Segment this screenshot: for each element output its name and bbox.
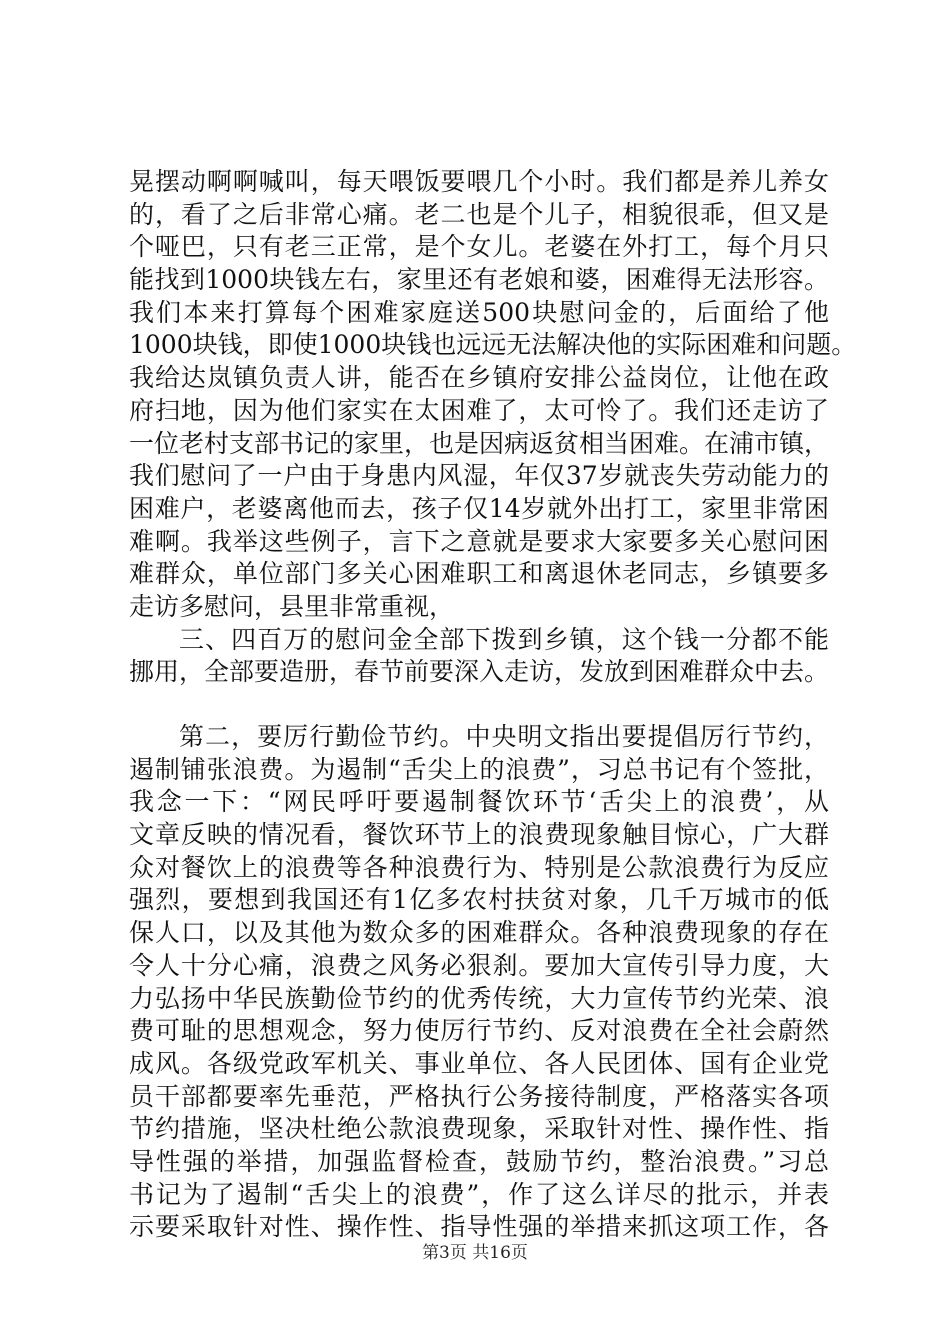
text-line: 费可耻的思想观念，努力使厉行节约、反对浪费在全社会蔚然	[129, 1016, 829, 1046]
text-line: 令人十分心痛，浪费之风务必狠刹。要加大宣传引导力度，大	[129, 950, 829, 980]
text-line: 遏制铺张浪费。为遏制“舌尖上的浪费”，习总书记有个签批，	[129, 754, 829, 784]
text-line: 强烈，要想到我国还有1亿多农村扶贫对象，几千万城市的低	[129, 885, 829, 915]
text-line: 我们慰问了一户由于身患内风湿，年仅37岁就丧失劳动能力的	[129, 461, 829, 491]
text-line: 一位老村支部书记的家里，也是因病返贫相当困难。在浦市镇，	[129, 428, 830, 458]
text-line: 1000块钱，即使1000块钱也远远无法解决他的实际困难和问题。	[129, 330, 857, 360]
text-line: 导性强的举措，加强监督检查，鼓励节约，整治浪费。”习总	[129, 1146, 829, 1176]
text-line: 难群众，单位部门多关心困难职工和离退休老同志，乡镇要多	[129, 559, 829, 589]
text-line: 我们本来打算每个困难家庭送500块慰问金的，后面给了他	[129, 297, 829, 327]
body-text	[129, 166, 857, 1244]
text-line: 个哑巴，只有老三正常，是个女儿。老婆在外打工，每个月只	[129, 232, 829, 262]
text-line: 三、四百万的慰问金全部下拨到乡镇，这个钱一分都不能	[179, 624, 829, 654]
paragraph-2	[129, 624, 829, 689]
text-line: 员干部都要率先垂范，严格执行公务接待制度，严格落实各项	[129, 1081, 829, 1111]
paragraph-3	[129, 721, 829, 1244]
text-line: 书记为了遏制“舌尖上的浪费”，作了这么详尽的批示，并表	[129, 1179, 829, 1209]
text-line: 府扫地，因为他们家实在太困难了，太可怜了。我们还走访了	[129, 395, 829, 425]
paragraph-spacer	[129, 689, 829, 721]
text-line: 成风。各级党政军机关、事业单位、各人民团体、国有企业党	[129, 1048, 829, 1078]
text-line: 文章反映的情况看，餐饮环节上的浪费现象触目惊心，广大群	[129, 820, 829, 850]
text-line: 示要采取针对性、操作性、指导性强的举措来抓这项工作，各	[129, 1212, 829, 1242]
text-line: 的，看了之后非常心痛。老二也是个儿子，相貌很乖，但又是	[129, 199, 829, 229]
page-number: 第3页 共16页	[422, 1243, 528, 1263]
text-line: 节约措施，坚决杜绝公款浪费现象，采取针对性、操作性、指	[129, 1114, 829, 1144]
text-line: 众对餐饮上的浪费等各种浪费行为、特别是公款浪费行为反应	[129, 852, 829, 882]
text-line: 晃摆动啊啊喊叫，每天喂饭要喂几个小时。我们都是养儿养女	[129, 167, 829, 196]
page-footer	[0, 1242, 950, 1264]
text-line: 第二，要厉行勤俭节约。中央明文指出要提倡厉行节约，	[179, 722, 829, 751]
text-line: 难啊。我举这些例子，言下之意就是要求大家要多关心慰问困	[129, 526, 829, 556]
text-line: 挪用，全部要造册，春节前要深入走访，发放到困难群众中去。	[129, 657, 830, 687]
text-line: 我念一下：“网民呼吁要遏制餐饮环节‘舌尖上的浪费’，从	[129, 787, 829, 817]
paragraph-1	[129, 166, 857, 624]
text-line: 能找到1000块钱左右，家里还有老娘和婆，困难得无法形容。	[129, 265, 829, 295]
text-line: 保人口，以及其他为数众多的困难群众。各种浪费现象的存在	[129, 918, 829, 948]
text-line: 力弘扬中华民族勤俭节约的优秀传统，大力宣传节约光荣、浪	[129, 983, 829, 1013]
text-line: 困难户，老婆离他而去，孩子仅14岁就外出打工，家里非常困	[129, 493, 829, 523]
text-line: 走访多慰问，县里非常重视，	[129, 591, 455, 621]
text-line: 我给达岚镇负责人讲，能否在乡镇府安排公益岗位，让他在政	[129, 363, 829, 393]
